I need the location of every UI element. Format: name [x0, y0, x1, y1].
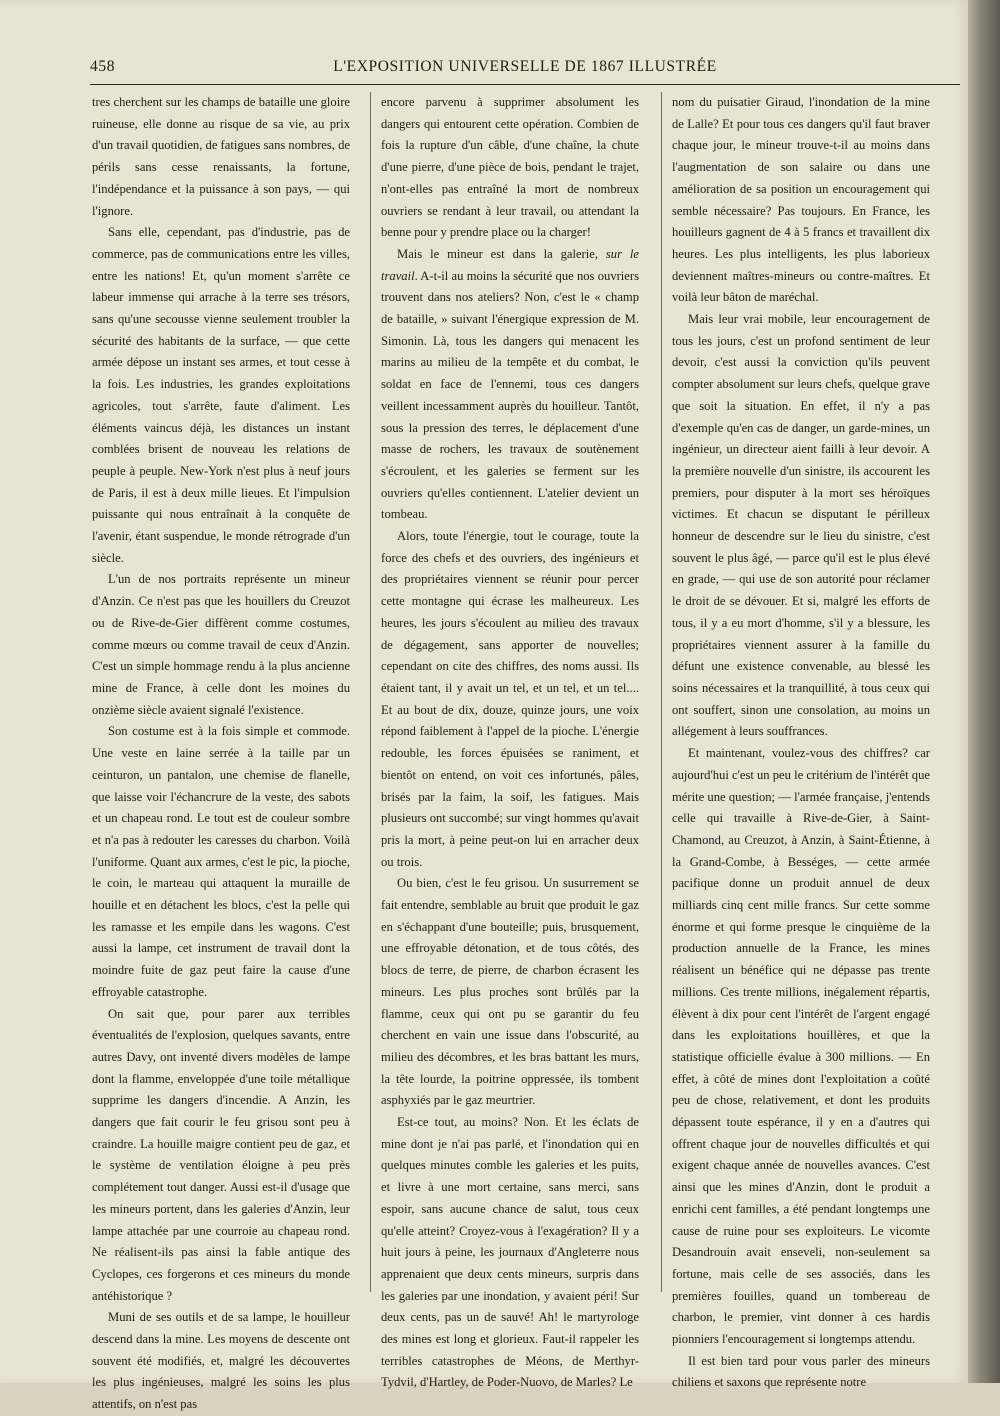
- text-column-3: [672, 92, 930, 1390]
- paragraph: Son costume est à la fois simple et commode. Une veste en laine serrée à la taille par un ceinturon, un pantalon, une chemise de flanelle, que laisse voir l'échancrure de la veste, des sabots et un chapeau rond. Le tout est de couleur sombre et n'a pas à redouter les caresses du charbon. Voilà l'uniforme. Quant aux armes, c'est le pic, la pioche, le coin, le marteau qui attaquent la muraille de houille et en détachent les blocs, c'est la pelle qui les ramasse et les empile dans les wagons. C'est aussi la lampe, cet instrument de travail dont la moindre fuite de gaz peut faire la cause d'une effroyable catastrophe.: [92, 724, 350, 999]
- paragraph: L'un de nos portraits représente un mineur d'Anzin. Ce n'est pas que les houillers du Creuzot ou de Rive-de-Gier diffèrent comme costumes, comme mœurs ou comme travail de ceux d'Anzin. C'est un simple hommage rendu à la plus ancienne mine de France, à celle dont les moines du onzième siècle avaient signalé l'existence.: [92, 572, 350, 717]
- paragraph: nom du puisatier Giraud, l'inondation de la mine de Lalle? Et pour tous ces dangers qu'il faut braver chaque jour, le mineur trouve-t-il au moins dans l'augmentation de son salaire ou dans une amélioration de sa position un encouragement qui semble nécessaire? Pas toujours. En France, les houilleurs gagnent de 4 à 5 francs et travaillent dix heures. Les plus intelligents, les plus laborieux deviennent maîtres-mineurs ou contre-maîtres. Et voilà leur bâton de maréchal.: [672, 95, 930, 305]
- paragraph: Muni de ses outils et de sa lampe, le houilleur descend dans la mine. Les moyens de descente ont souvent été modifiés, et, malgré les découvertes les plus ingénieuses, malgré les soins les plus attentifs, on n'est pas: [92, 1310, 350, 1412]
- paragraph: encore parvenu à supprimer absolument les dangers qui entourent cette opération. Combien de fois la rupture d'un câble, d'une chaîne, la chute d'une pierre, d'une pièce de bois, pendant le trajet, n'ont-elles pas entraîné la mort de nombreux ouvriers se rendant à leur travail, ou attendant la benne pour y prendre place ou la charger!: [381, 95, 639, 240]
- paragraph: Sans elle, cependant, pas d'industrie, pas de commerce, pas de communications entre les villes, entre les nations! Et, qu'un moment s'arrête ce labeur immense qui arrache à la terre ses trésors, sans qu'une secousse vienne seulement troubler la sécurité des habitants de la surface, — que cette armée dépose un instant ses armes, et tout cesse à la fois. Les industries, les grandes exploitations agricoles, tout s'arrête, faute d'aliment. Les éléments vaincus déjà, les distances un instant comblées brisent de nouveau les relations de peuple à peuple. New-York n'est plus à neuf jours de Paris, il est à deux mille lieues. Et l'impulsion puissante qui nous entraînait à la conquête de l'avenir, étant suspendue, le monde rétrograde d'un siècle.: [92, 225, 350, 565]
- page-fold-edge: [968, 0, 1000, 1383]
- paragraph: Est-ce tout, au moins? Non. Et les éclats de mine dont je n'ai pas parlé, et l'inondation qui en quelques minutes comble les galeries et les puits, et livre à une mort certaine, sans merci, sans espoir, sans aucune chance de salut, tous ceux qu'elle atteint? Croyez-vous à l'exagération? Il y a huit jours à peine, les journaux d'Angleterre nous apprenaient que deux cents mineurs, surpris dans les galeries par une inondation, y avaient péri! Sur deux cents, pas un de sauvé! Ah! le martyrologe des mines est long et glorieux. Faut-il rappeler les terribles catastrophes de Méons, de Merthyr-Tydvil, d'Hartley, de Poder-Nuovo, de Marles? Le: [381, 1115, 639, 1390]
- column-separator: [661, 92, 662, 1292]
- paragraph: Il est bien tard pour vous parler des mineurs chiliens et saxons que représente notre: [672, 1353, 930, 1390]
- page-number: 458: [90, 58, 116, 75]
- running-head: [90, 58, 960, 82]
- emphasis-text: sur le travail: [381, 246, 639, 283]
- paragraph: tres cherchent sur les champs de bataille une gloire ruineuse, elle donne au risque de sa vie, au prix d'un travail quotidien, de fatigues sans nombres, de périls sans cesse renaissants, la fortune, l'indépendance et la puissance à son pays, — qui l'ignore.: [92, 95, 350, 218]
- paragraph: Mais leur vrai mobile, leur encouragement de tous les jours, c'est un profond sentiment de leur devoir, c'est aussi la conviction qu'ils peuvent compter absolument sur leurs chefs, quelque grave que soit la situation. En effet, il n'y a pas d'exemple qu'en cas de danger, un garde-mines, un ingénieur, un directeur aient failli à leur devoir. A la première nouvelle d'un sinistre, ils accourent les premiers, pour disputer à la mort ses héroïques victimes. Et chacun se disputant le périlleux honneur de descendre sur le lieu du sinistre, c'est souvent le plus âgé, — parce qu'il est le plus élevé en grade, — qui use de son autorité pour réclamer le droit de se dévouer. Et si, malgré les efforts de tous, il y a eu mort d'homme, s'il y a blessure, les propriétaires viennent assurer à la famille du défunt une existence convenable, au blessé les soins nécessaires et la tranquillité, à tous ceux qui ont souffert, sinon une consolation, au moins un allégement à leurs souffrances.: [672, 312, 930, 739]
- paragraph: Et maintenant, voulez-vous des chiffres? car aujourd'hui c'est un peu le critérium de l'intérêt que mérite une question; — l'armée française, j'entends celle qui travaille à Rive-de-Gier, à Saint-Chamond, au Creuzot, à Anzin, à Saint-Étienne, à la Grand-Combe, à Bességes, — cette armée pacifique donne un produit annuel de deux milliards cinq cent mille francs. Sur cette somme énorme et qui forme presque le cinquième de la production annuelle de la France, les mines réalisent un bénéfice qui ne dépasse pas trente millions. Ces trente millions, inégalement répartis, élèvent à dix pour cent l'intérêt de l'argent engagé dans les exploitations houillères, et que la statistique officielle évalue à 300 millions. — En effet, à côté de mines dont l'exploitation a coûté peu de chose, relativement, et dont les produits dépassent toute espérance, il y en a d'autres qui offrent chaque jour de nouvelles difficultés et qui exigent chaque année de nouvelles avances. C'est ainsi que les mines d'Anzin, dont le produit a enrichi cent familles, a été pendant longtemps une cause de ruine pour ses exploiteurs. Le vicomte Desandrouin avait enseveli, non-seulement sa fortune, mais celle de ses associés, dans les premières fouilles, quand un tombereau de charbon, le premier, vint donner à ces hardis pionniers l'encouragement si longtemps attendu.: [672, 746, 930, 1347]
- paragraph: Alors, toute l'énergie, tout le courage, toute la force des chefs et des ouvriers, des ingénieurs et des propriétaires viennent se réunir pour percer cette montagne qui écrase les malheureux. Les heures, les jours s'écoulent au milieu des travaux de dégagement, sans apporter de nouvelles; cependant on cite des chiffres, des noms aussi. Ils étaient tant, il y avait un tel, et un tel, et un tel.... Et au bout de dix, douze, quinze jours, une voix répond faiblement à l'appel de la pioche. L'énergie redouble, les forces épuisées se raniment, et bientôt on entend, on voit ces infortunés, pâles, brisés par la faim, la soif, les fatigues. Mais plusieurs ont succombé; sur vingt hommes qu'avait pris la mort, à peine peut-on lui en arracher deux ou trois.: [381, 529, 639, 869]
- paragraph-text: . A-t-il au moins la sécurité que nos ouvriers trouvent dans nos ateliers? Non, c'est le « champ de bataille, » suivant l'énergique expression de M. Simonin. Là, tous les dangers qui menacent les marins au milieu de la tempête et du combat, le soldat en face de l'ennemi, tous ces dangers veillent incessamment auprès du houilleur. Tantôt, sous la pression des terres, le déplacement d'une masse de rochers, les travaux de soutènement s'écroulent, et les galeries se ferment sur les ouvriers qu'elles contiennent. L'atelier devient un tombeau.: [381, 268, 639, 522]
- paragraph: Ou bien, c'est le feu grisou. Un susurrement se fait entendre, semblable au bruit que produit le gaz en s'échappant d'une bouteille; puis, brusquement, une effroyable détonation, et de tous côtés, des blocs de terre, de pierre, de charbon écrasent les mineurs. Les plus proches sont brûlés par la flamme, ceux qui ont pu se garantir du feu cherchent en vain une issue dans l'obscurité, au milieu des décombres, et les bras battant les murs, la tête lourde, la poitrine oppressée, ils tombent asphyxiés par le gaz meurtrier.: [381, 876, 639, 1108]
- paragraph-text: Mais le mineur est dans la galerie,: [397, 246, 606, 261]
- publication-title: L'EXPOSITION UNIVERSELLE DE 1867 ILLUSTRÉE: [333, 58, 717, 75]
- text-column-2: [381, 92, 639, 1390]
- column-separator: [370, 92, 371, 1292]
- text-column-1: [92, 92, 350, 1412]
- paragraph: On sait que, pour parer aux terribles éventualités de l'explosion, quelques savants, entre autres Davy, ont inventé divers modèles de lampe dont la flamme, enveloppée d'une toile métallique supprime les dangers d'incendie. A Anzin, les dangers que fait courir le feu grisou sont peu à craindre. La houille maigre contient peu de gaz, et le système de ventilation éloigne à peu près complétement tout danger. Aussi est-il d'usage que les mineurs portent, dans les galeries d'Anzin, leur lampe attachée par une courroie au chapeau rond. Ne réalisent-ils pas ainsi la fable antique des Cyclopes, ces forgerons et ces mineurs du monde antéhistorique ?: [92, 1006, 350, 1303]
- header-rule: [90, 84, 960, 85]
- paragraph: [381, 244, 639, 526]
